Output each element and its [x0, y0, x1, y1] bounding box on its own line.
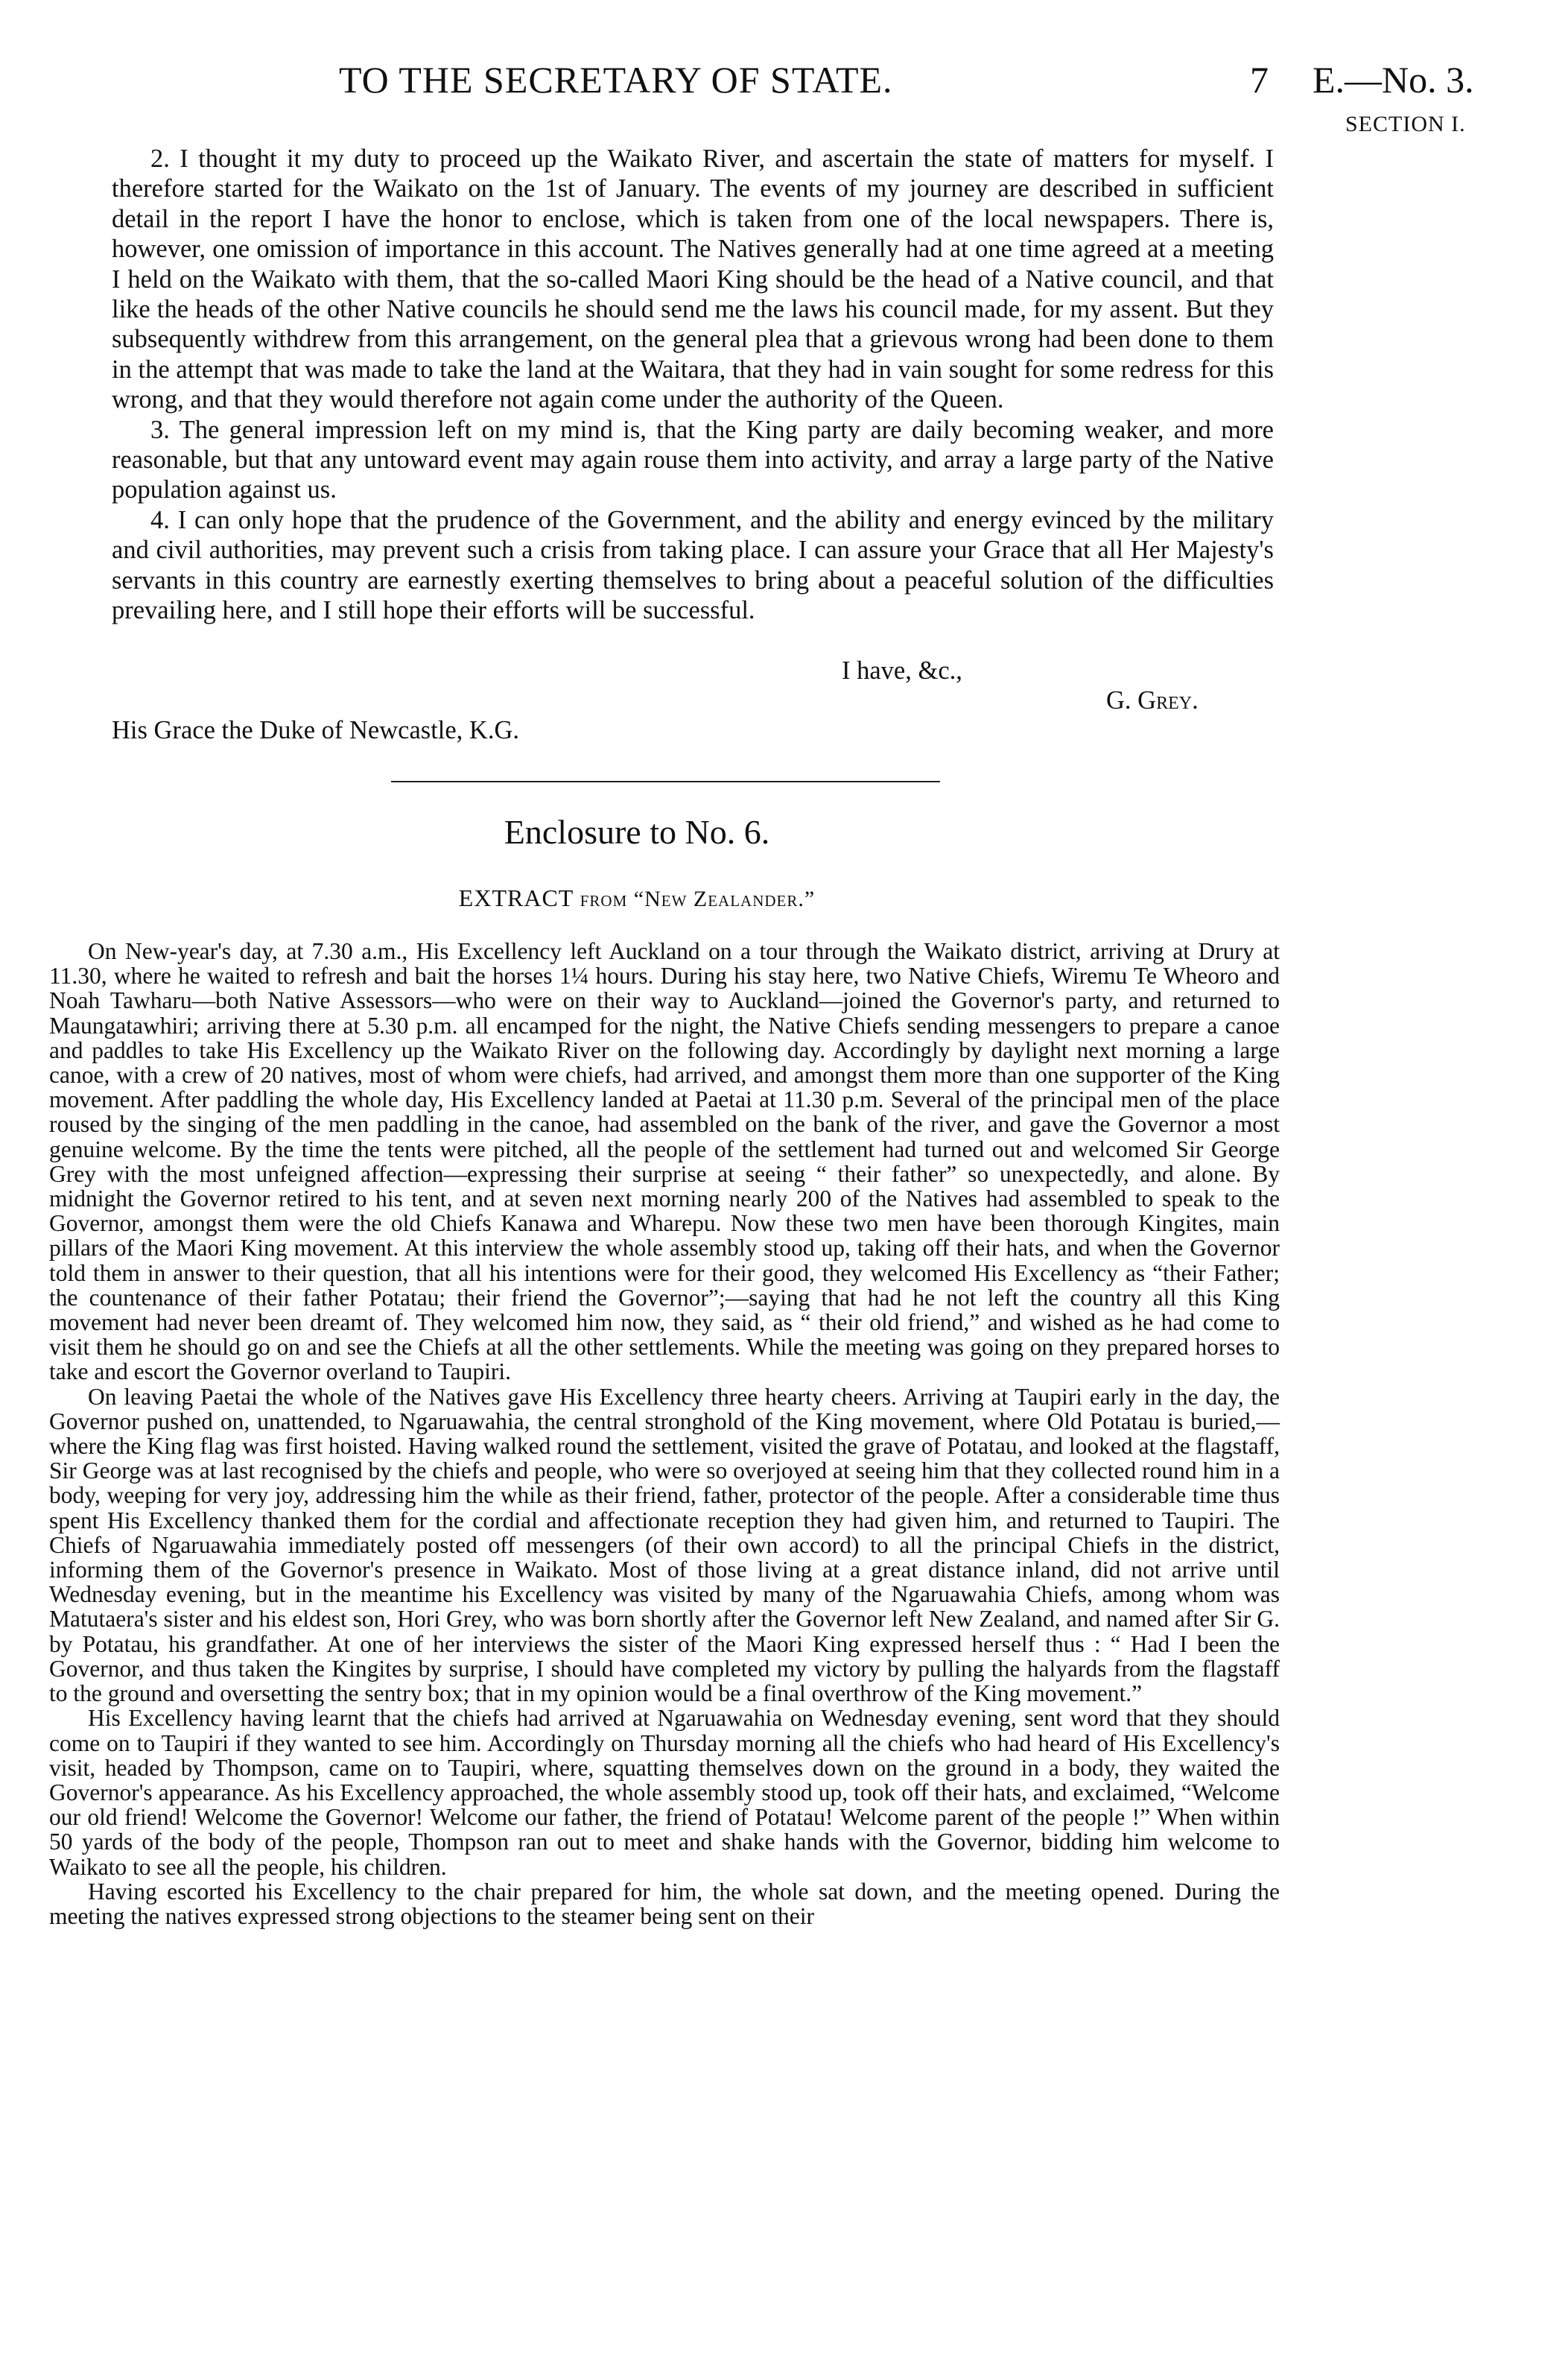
enclosure-title: Enclosure to No. 6. — [504, 813, 770, 851]
extract-paragraph: On New-year's day, at 7.30 a.m., His Excellency left Auckland on a tour through the Waikato district, arriving at Drury at 11.30, where he waited to refresh and bait the horses 1¼ hours. During his stay here, two Native Chiefs, Wiremu Te Wheoro and Noah Tawharu—both Native Assessors—who were on their way to Auckland—joined the Governor's party, and returned to Maungatawhiri; arriving there at 5.30 p.m. all encamped for the night, the Native Chiefs sending messengers to prepare a canoe and paddles to take His Excellency up the Waikato River on the following day. Accordingly by daylight next morning a large canoe, with a crew of 20 natives, most of whom were chiefs, had arrived, and amongst them more than one supporter of the King movement. After paddling the whole day, His Excellency landed at Paetai at 11.30 p.m. Several of the principal men of the place roused by the singing of the men paddling in the canoe, had assembled on the bank of the river, and gave the Governor a most genuine welcome. By the time the tents were pitched, all the people of the settlement had turned out and welcomed Sir George Grey with the most unfeigned affection—expressing their surprise at seeing “ their father” so unexpectedly, and alone. By midnight the Governor retired to his tent, and at seven next morning nearly 200 of the Natives had assembled to speak to the Governor, amongst them were the old Chiefs Kanawa and Wharepu. Now these two men have been thorough Kingites, main pillars of the Maori King movement. At this interview the whole assembly stood up, taking off their hats, and when the Governor told them in answer to their question, that all his intentions were for their good, they welcomed His Excellency as “their Father; the countenance of their father Potatau; their friend the Governor”;—saying that had he not left the country all this King movement had never been dreamt of. They welcomed him now, they said, as “ their old friend,” and wished as he had come to visit them he should go on and see the Chiefs at all the other settlements. While the meeting was going on they prepared horses to take and escort the Governor overland to Taupiri. — [49, 938, 1280, 1385]
extract-paragraph: His Excellency having learnt that the chiefs had arrived at Ngaruawahia on Wednesday evening, sent word that they should come on to Taupiri if they wanted to see him. Accordingly on Thursday morning all the chiefs who had heard of His Excellency's visit, headed by Thompson, came on to Taupiri, where, squatting themselves down on the ground in a body, they waited the Governor's appearance. As his Excellency approached, the whole assembly stood up, took off their hats, and exclaimed, “Welcome our old friend! Welcome the Governor! Welcome our father, the friend of Potatau! Welcome parent of the people !” When within 50 yards of the body of the people, Thompson ran out to meet and shake hands with the Governor, bidding him welcome to Waikato to see all the people, his children. — [49, 1705, 1280, 1880]
extract-word: EXTRACT — [458, 884, 574, 911]
page-number: 7 — [1250, 59, 1269, 101]
extract-body — [49, 939, 1280, 1928]
letter-paragraph-2: 2. I thought it my duty to proceed up the Waikato River, and ascertain the state of matters for myself. I therefore started for the Waikato on the 1st of January. The events of my journey are described in sufficient detail in the report I have the honor to enclose, which is taken from one of the local newspapers. There is, however, one omission of importance in this account. The Natives generally had at one time agreed at a meeting I held on the Waikato with them, that the so-called Maori King should be the head of a Native council, and that like the heads of the other Native councils he should send me the laws his council made, for my assent. But they subsequently withdrew from this arrangement, on the general plea that a grievous wrong had been done to them in the attempt that was made to take the land at the Waitara, that they had in vain sought for some redress for this wrong, and that they would therefore not again come under the authority of the Queen. — [112, 145, 1274, 414]
section-divider — [391, 781, 940, 782]
letter-body — [112, 144, 1274, 626]
extract-heading — [0, 884, 1274, 912]
extract-paragraph: Having escorted his Excellency to the chair prepared for him, the whole sat down, and the meeting opened. During the meeting the natives expressed strong objections to the steamer being sent on their — [49, 1878, 1280, 1929]
closing-salutation: I have, &c., — [842, 656, 962, 685]
extract-source: from “New Zealander.” — [580, 887, 816, 911]
section-label: SECTION I. — [1345, 112, 1466, 136]
addressee: His Grace the Duke of Newcastle, K.G. — [112, 716, 520, 744]
extract-paragraph: On leaving Paetai the whole of the Natives gave His Excellency three hearty cheers. Arriving at Taupiri early in the day, the Governor pushed on, unattended, to Ngaruawahia, the central stronghold of the King movement, where Old Potatau is buried,—where the King flag was first hoisted. Having walked round the settlement, visited the grave of Potatau, and looked at the flagstaff, Sir George was at last recognised by the chiefs and people, who were so overjoyed at seeing him that they collected round him in a body, weeping for very joy, addressing him the while as their friend, father, protector of the people. After a considerable time thus spent His Excellency thanked them for the cordial and affectionate reception they had given him, and returned to Taupiri. The Chiefs of Ngaruawahia immediately posted off messengers (of their own accord) to all the principal Chiefs in the district, informing them of the Governor's presence in Waikato. Most of those living at a great distance inland, did not arrive until Wednesday evening, but in the meantime his Excellency was visited by many of the Ngaruawahia Chiefs, among whom was Matutaera's sister and his eldest son, Hori Grey, who was born shortly after the Governor left New Zealand, and named after Sir G. by Potatau, his grandfather. At one of her interviews the sister of the Maori King expressed herself thus : “ Had I been the Governor, and thus taken the Kingites by surprise, I should have completed my victory by pulling the halyards from the flagstaff to the ground and oversetting the sentry box; that in my opinion would be a final overthrow of the King movement.” — [49, 1383, 1280, 1707]
letter-paragraph-4: 4. I can only hope that the prudence of the Government, and the ability and energy evinced by the military and civil authorities, may prevent such a crisis from taking place. I can assure your Grace that all Her Majesty's servants in this country are earnestly exerting themselves to bring about a peaceful solution of the difficulties prevailing here, and I still hope their efforts will be successful. — [112, 505, 1274, 625]
document-reference: E.—No. 3. — [1313, 59, 1474, 101]
letter-paragraph-3: 3. The general impression left on my mind is, that the King party are daily becoming weaker, and more reasonable, but that any untoward event may again rouse them into activity, and array a large party of the Native population against us. — [112, 415, 1274, 504]
signature: G. Grey. — [1106, 686, 1199, 715]
running-head: TO THE SECRETARY OF STATE. — [339, 59, 893, 101]
